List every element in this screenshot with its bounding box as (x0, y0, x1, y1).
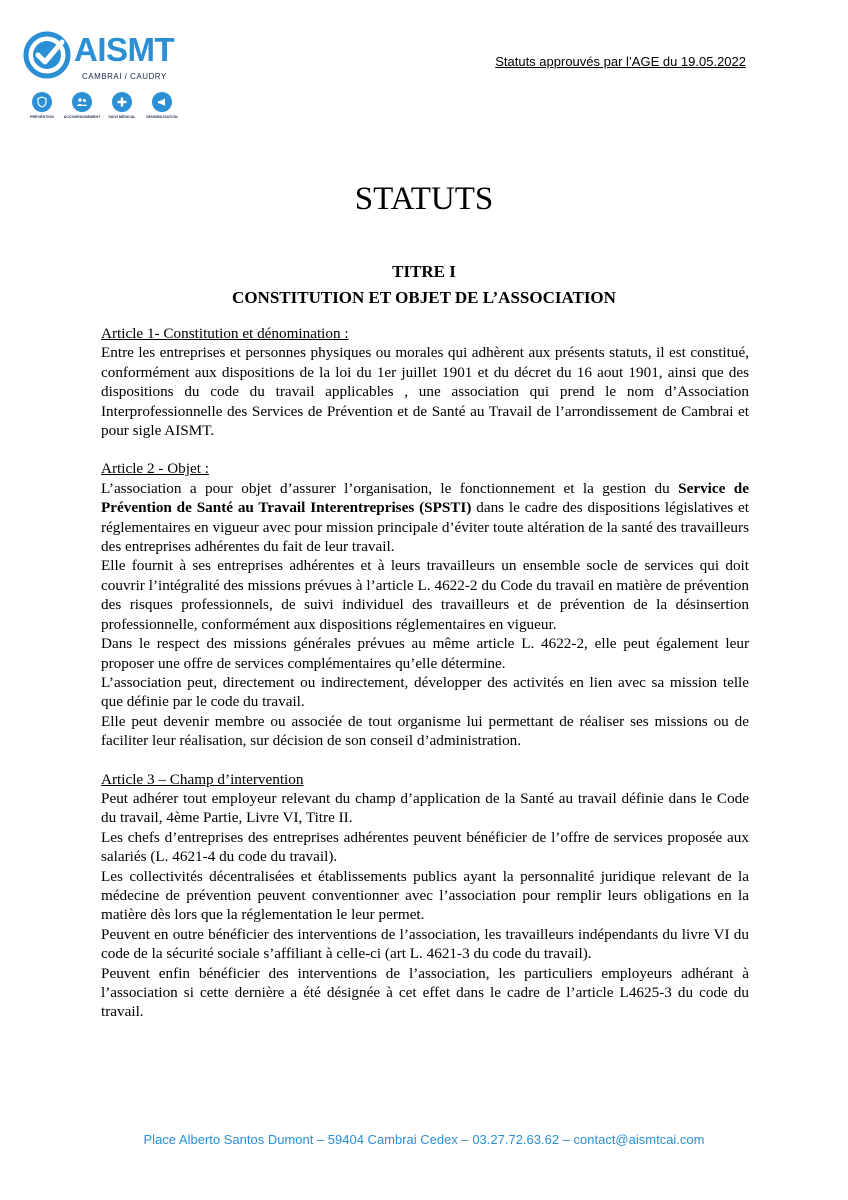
article-paragraph: Les collectivités décentralisées et établissements publics ayant la personnalité juridique relevant de la médecine de prévention peuvent conventionner avec l’association pour remplir leurs obligations en la matière dès lors que la réglementation le leur permet. (101, 867, 749, 924)
pillar-suivi-medical (102, 92, 142, 119)
article-heading: Article 2 - Objet : (101, 460, 209, 478)
people-icon (76, 96, 88, 108)
footer-contact: Place Alberto Santos Dumont – 59404 Cambrai Cedex – 03.27.72.63.62 – contact@aismtcai.com (143, 1132, 705, 1147)
pillar-label: SENSIBILISATION (146, 115, 178, 119)
article-2 (101, 459, 749, 750)
service-pillars (22, 92, 182, 132)
pillar-label: PRÉVENTION (30, 115, 54, 119)
document-body (101, 324, 749, 1041)
plus-icon (116, 96, 128, 108)
article-paragraph: Peuvent en outre bénéficier des interventions de l’association, les travailleurs indépendants du livre VI du code de la sécurité sociale s’affiliant à celle-ci (art L. 4621-3 du code du travail). (101, 925, 749, 963)
titre-number: TITRE I (392, 262, 456, 281)
pillar-accompagnement (62, 92, 102, 119)
article-3 (101, 770, 749, 1022)
checkmark-circle-icon (22, 30, 72, 80)
pillar-sensibilisation (142, 92, 182, 119)
approval-note: Statuts approuvés par l’AGE du 19.05.2022 (495, 54, 746, 69)
article-heading: Article 1- Constitution et dénomination : (101, 325, 349, 342)
article-paragraph (101, 479, 749, 557)
paragraph-text: dans le cadre des dispositions législatives et réglementaires en vigueur avec pour mission principale d’éviter toute altération de la santé des travailleurs des entreprises adhérentes du fait de leur travail. (101, 499, 749, 556)
spsti-bold-text: Service de Prévention de Santé au Travail Interentreprises (SPSTI) (101, 479, 749, 517)
article-paragraph: L’association peut, directement ou indirectement, développer des activités en lien avec sa mission telle que définie par le code du travail. (101, 673, 749, 711)
article-paragraph: Dans le respect des missions générales prévues au même article L. 4622-2, elle peut également leur proposer une offre de services complémentaires qu’elle détermine. (101, 635, 749, 672)
pillar-label: SUIVI MÉDICAL (108, 115, 136, 119)
article-paragraph: Entre les entreprises et personnes physiques ou morales qui adhèrent aux présents statuts, il est constitué, conformément aux dispositions de la loi du 1er juillet 1901 et du décret du 16 aout 1901, ainsi que des dispositions du code du travail applicables , une association qui prend le nom d’Association Interprofessionnelle des Services de Prévention et de Santé au Travail de l’arrondissement de Cambrai et pour sigle AISMT. (101, 344, 749, 440)
pillar-label: ACCOMPAGNEMENT (63, 115, 101, 119)
logo-subtitle: CAMBRAI / CAUDRY (82, 72, 167, 81)
article-paragraph: Elle peut devenir membre ou associée de tout organisme lui permettant de réaliser ses missions ou de faciliter leur réalisation, sur décision de son conseil d’administration. (101, 712, 749, 750)
pillar-prevention (22, 92, 62, 119)
article-paragraph: Peuvent enfin bénéficier des interventions de l’association, les particuliers employeurs adhérant à l’association si cette dernière a été désignée à cet effet dans le cadre de l’article L4625-3 du code du travail. (101, 964, 749, 1021)
document-title: STATUTS (354, 181, 494, 217)
paragraph-text: L’association a pour objet d’assurer l’organisation, le fonctionnement et la gestion du (101, 479, 679, 497)
shield-icon (36, 96, 48, 108)
aismt-logo (22, 28, 182, 128)
megaphone-icon (156, 96, 168, 108)
logo-name: AISMT (74, 31, 175, 68)
article-heading: Article 3 – Champ d’intervention (101, 770, 304, 788)
article-paragraph: Peut adhérer tout employeur relevant du champ d’application de la Santé au travail définie dans le Code du travail, 4ème Partie, Livre VI, Titre II. (101, 789, 749, 827)
titre-name: CONSTITUTION ET OBJET DE L’ASSOCIATION (232, 288, 616, 307)
article-1 (101, 324, 749, 440)
article-paragraph: Les chefs d’entreprises des entreprises adhérentes peuvent bénéficier de l’offre de services proposée aux salariés (L. 4621-4 du code du travail). (101, 828, 749, 866)
article-paragraph: Elle fournit à ses entreprises adhérentes et à leurs travailleurs un ensemble socle de services qui doit couvrir l’intégralité des missions prévues à l’article L. 4622-2 du Code du travail en matière de prévention des risques professionnels, de suivi individuel des travailleurs et de prévention de la désinsertion professionnelle, conformément aux dispositions réglementaires en vigueur. (101, 557, 749, 633)
titre-heading (0, 259, 848, 311)
